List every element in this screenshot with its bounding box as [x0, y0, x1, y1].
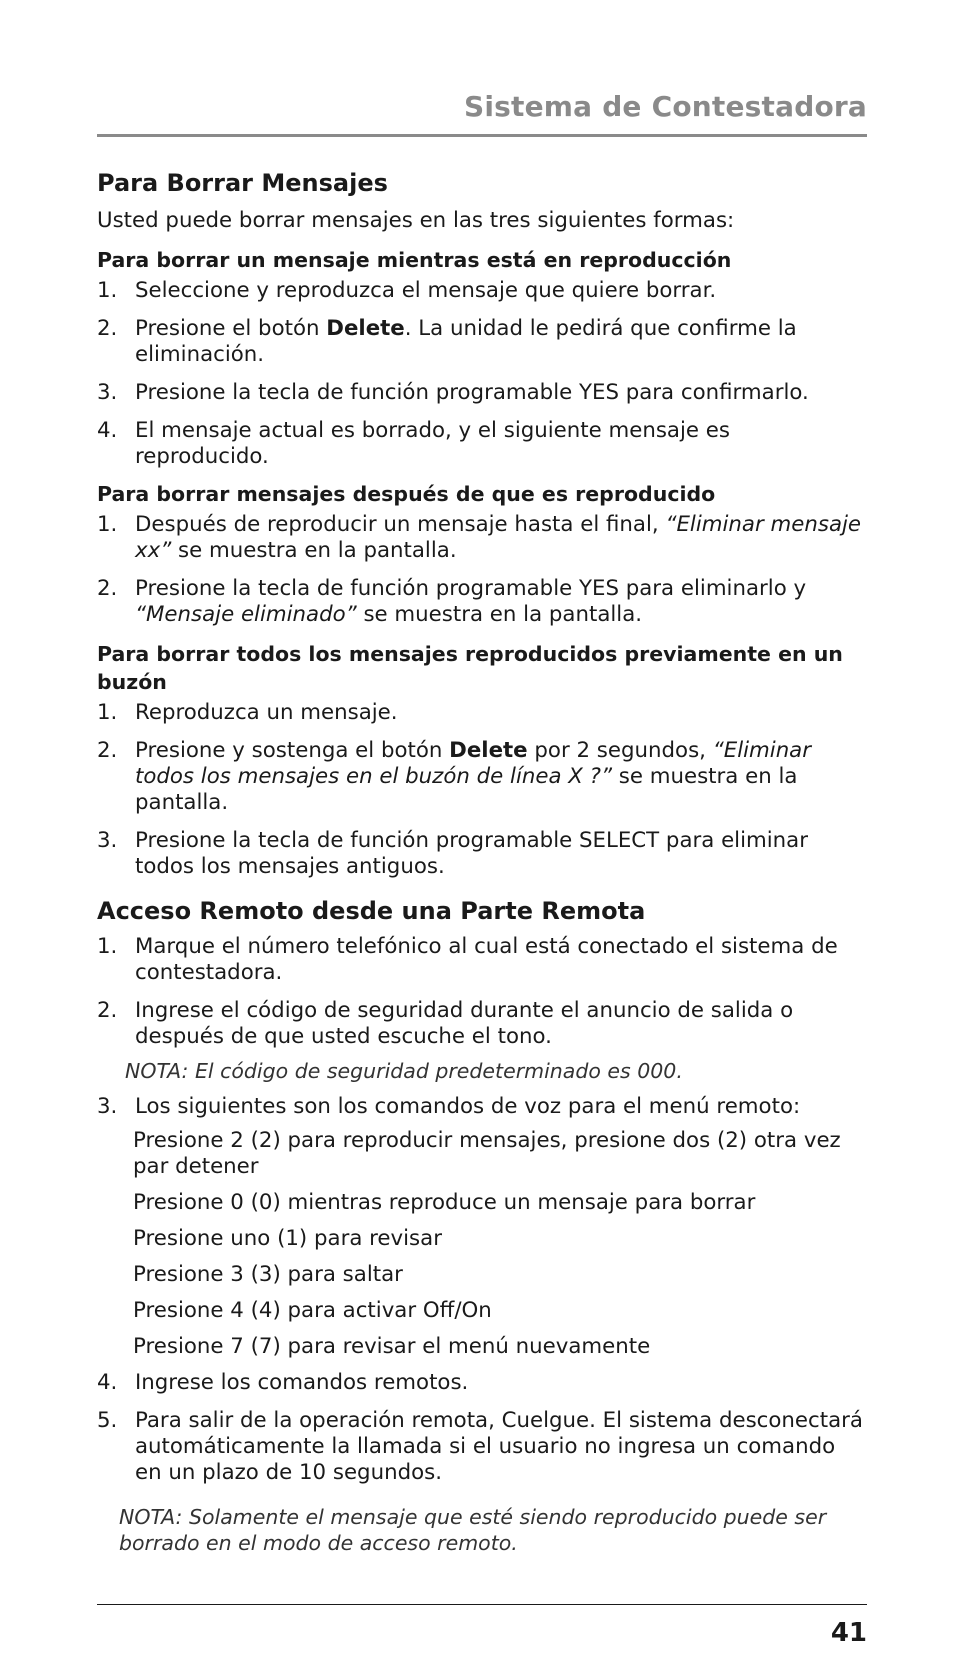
steps-delete-all	[97, 700, 867, 880]
list-item: 2. Presione y sostenga el botón Delete por 2 segundos, “Eliminar todos los mensajes en el buzón de línea X ?” se muestra en la pantalla.	[97, 738, 811, 815]
list-item: 2. Presione la tecla de función programable YES para eliminarlo y “Mensaje eliminado” se muestra en la pantalla.	[97, 576, 807, 627]
delete-button-label: Delete	[449, 738, 528, 763]
remote-command-list	[97, 1128, 867, 1360]
section-heading-borrar: Para Borrar Mensajes	[97, 169, 388, 197]
section-intro: Usted puede borrar mensajes en las tres siguientes formas:	[97, 208, 735, 233]
note-remote-delete: NOTA: Solamente el mensaje que esté siendo reproducido puede ser borrado en el modo de acceso remoto.	[119, 1505, 827, 1555]
list-item: 1. Reproduzca un mensaje.	[97, 700, 398, 725]
command-item: Presione 4 (4) para activar Off/On	[133, 1298, 492, 1323]
delete-button-label: Delete	[326, 316, 405, 341]
list-item: 2. Ingrese el código de seguridad durante el anuncio de salida o después de que usted escuche el tono.	[97, 998, 794, 1049]
page-number: 41	[830, 1618, 867, 1648]
manual-page	[97, 0, 867, 1670]
list-item: 3. Presione la tecla de función programable SELECT para eliminar todos los mensajes antiguos.	[97, 828, 808, 879]
command-item: Presione 0 (0) mientras reproduce un mensaje para borrar	[133, 1190, 756, 1215]
list-item: 2. Presione el botón Delete. La unidad le pedirá que confirme la eliminación.	[97, 316, 797, 367]
running-header: Sistema de Contestadora	[463, 90, 867, 123]
steps-after-playback	[97, 512, 867, 628]
section-heading-remote: Acceso Remoto desde una Parte Remota	[97, 897, 646, 925]
subheading-after-playback: Para borrar mensajes después de que es reproducido	[97, 482, 716, 506]
steps-during-playback	[97, 278, 867, 470]
list-item: 3. Los siguientes son los comandos de voz para el menú remoto:	[97, 1094, 801, 1119]
footer-divider	[97, 1604, 867, 1605]
command-item: Presione 3 (3) para saltar	[133, 1262, 403, 1287]
list-item: 1. Seleccione y reproduzca el mensaje que quiere borrar.	[97, 278, 717, 303]
steps-remote-commands	[97, 1094, 867, 1120]
steps-remote-final	[97, 1370, 867, 1486]
command-item: Presione 7 (7) para revisar el menú nuevamente	[133, 1334, 651, 1359]
steps-remote-access	[97, 934, 867, 1050]
list-item: 4. Ingrese los comandos remotos.	[97, 1370, 469, 1395]
subheading-delete-all: Para borrar todos los mensajes reproducidos previamente en un buzón	[97, 642, 843, 694]
list-item: 3. Presione la tecla de función programable YES para confirmarlo.	[97, 380, 809, 405]
header-divider	[97, 134, 867, 137]
list-item: 1. Marque el número telefónico al cual está conectado el sistema de contestadora.	[97, 934, 838, 985]
command-item: Presione uno (1) para revisar	[133, 1226, 442, 1251]
command-item: Presione 2 (2) para reproducir mensajes, presione dos (2) otra vez par detener	[133, 1128, 841, 1179]
list-item: 1. Después de reproducir un mensaje hasta el final, “Eliminar mensaje xx” se muestra en la pantalla.	[97, 512, 862, 563]
list-item: 4. El mensaje actual es borrado, y el siguiente mensaje es reproducido.	[97, 418, 730, 469]
subheading-during-playback: Para borrar un mensaje mientras está en reproducción	[97, 248, 732, 272]
page-content	[97, 166, 867, 1566]
note-security-code: NOTA: El código de seguridad predeterminado es 000.	[125, 1059, 683, 1083]
list-item: 5. Para salir de la operación remota, Cuelgue. El sistema desconectará automáticamente la llamada si el usuario no ingresa un comando en un plazo de 10 segundos.	[97, 1408, 863, 1485]
